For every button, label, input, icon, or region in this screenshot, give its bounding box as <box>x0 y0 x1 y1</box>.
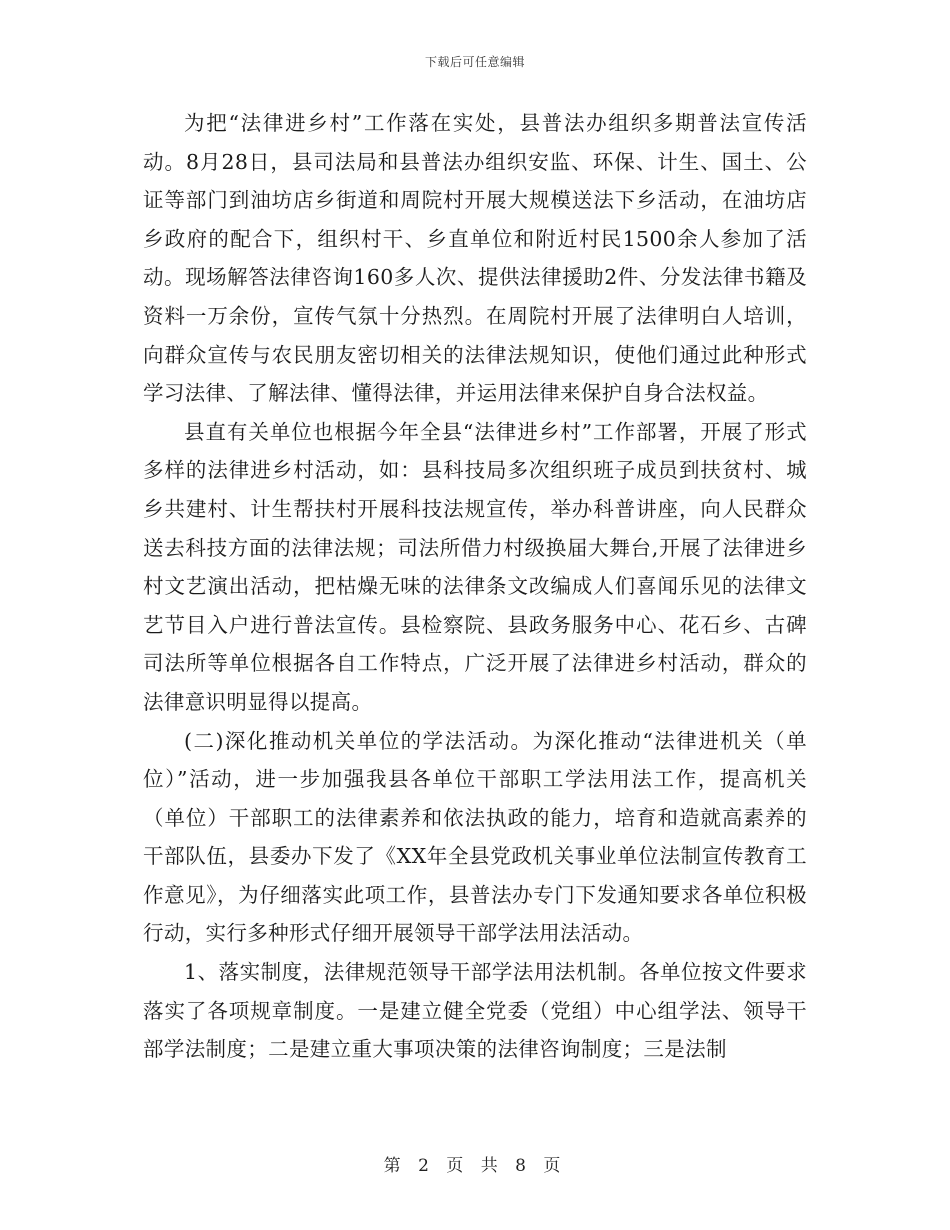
page-number: 第 2 页 共 8 页 <box>383 1156 567 1176</box>
paragraph-organ-study: (二)深化推动机关单位的学法活动。为深化推动“法律进机关（单位）”活动，进一步加强我县各单位干部职工学法用法工作，提高机关（单位）干部职工的法律素养和依法执政的能力，培育和造就高素养的干部队伍，县委办下发了《XX年全县党政机关事业单位法制宣传教育工作意见》，为仔细落实此项工作，县普法办专门下发通知要求各单位积极行动，实行多种形式仔细开展领导干部学法用法活动。 <box>143 728 807 946</box>
paragraph-county-units: 县直有关单位也根据今年全县“法律进乡村”工作部署，开展了形式多样的法律进乡村活动，如：县科技局多次组织班子成员到扶贫村、城乡共建村、计生帮扶村开展科技法规宣传，举办科普讲座，向人民群众送去科技方面的法律法规；司法所借力村级换届大舞台,开展了法律进乡村文艺演出活动，把枯燥无味的法律条文改编成人们喜闻乐见的法律文艺节目入户进行普法宣传。县检察院、县政务服务中心、花石乡、古碑司法所等单位根据各自工作特点，广泛开展了法律进乡村活动，群众的法律意识明显得以提高。 <box>143 419 807 714</box>
paragraph-law-to-village: 为把“法律进乡村”工作落在实处，县普法办组织多期普法宣传活动。8月28日，县司法局和县普法办组织安监、环保、计生、国土、公证等部门到油坊店乡街道和周院村开展大规模送法下乡活动，在油坊店乡政府的配合下，组织村干、乡直单位和附近村民1500余人参加了活动。现场解答法律咨询160多人次、提供法律援助2件、分发法律书籍及资料一万余份，宣传气氛十分热烈。在周院村开展了法律明白人培训，向群众宣传与农民朋友密切相关的法律法规知识，使他们通过此种形式学习法律、了解法律、懂得法律，并运用法律来保护自身合法权益。 <box>143 111 807 406</box>
header-note: 下载后可任意编辑 <box>424 55 525 69</box>
document-body <box>143 104 807 1069</box>
paragraph-implement-system: 1、落实制度，法律规范领导干部学法用法机制。各单位按文件要求落实了各项规章制度。一是建立健全党委（党组）中心组学法、领导干部学法制度；二是建立重大事项决策的法律咨询制度；三是法制 <box>143 960 807 1062</box>
